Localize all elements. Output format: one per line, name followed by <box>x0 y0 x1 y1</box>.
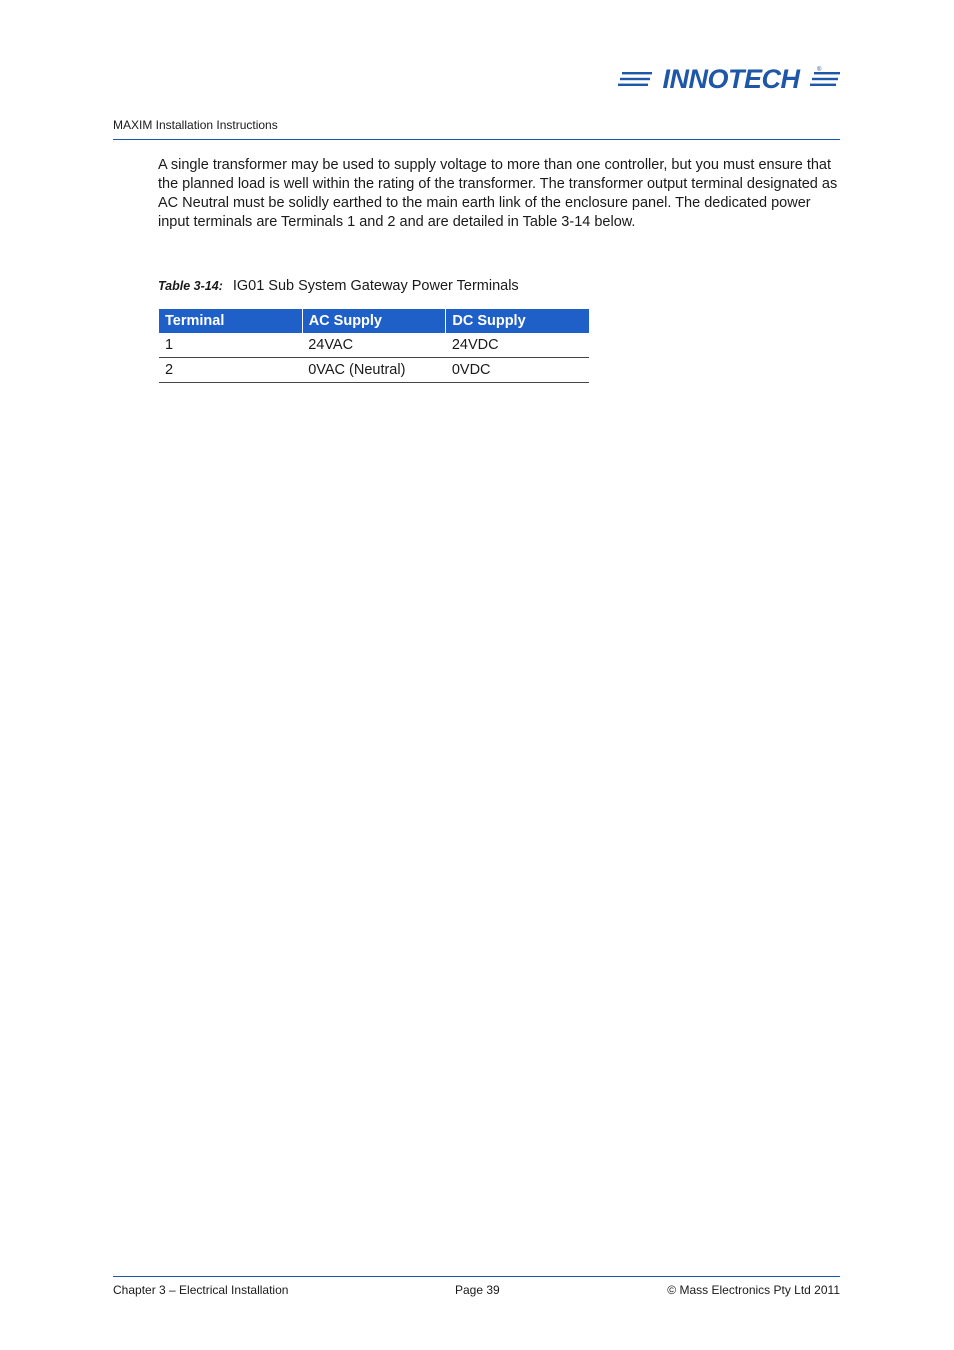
column-header-ac-supply: AC Supply <box>302 309 446 333</box>
power-terminals-table <box>159 309 589 383</box>
table-cell: 24VDC <box>446 333 589 358</box>
table-header-row <box>159 309 589 333</box>
table-caption-title: IG01 Sub System Gateway Power Terminals <box>232 278 519 294</box>
footer-copyright: © Mass Electronics Pty Ltd 2011 <box>667 1283 840 1297</box>
table-cell: 0VAC (Neutral) <box>302 358 446 383</box>
footer-rule <box>113 1276 840 1277</box>
document-title: MAXIM Installation Instructions <box>113 118 278 132</box>
footer-page-number: Page 39 <box>455 1283 500 1297</box>
column-header-terminal: Terminal <box>159 309 302 333</box>
svg-text:®: ® <box>817 67 822 73</box>
logo-wordmark: INNOTECH <box>662 64 800 94</box>
table-cell: 24VAC <box>302 333 446 358</box>
column-header-dc-supply: DC Supply <box>446 309 589 333</box>
table-cell: 2 <box>159 358 302 383</box>
table-caption <box>158 277 519 295</box>
body-paragraph: A single transformer may be used to supply voltage to more than one controller, but you must ensure that the planned load is well within the rating of the transformer. The transformer output terminal designated as AC Neutral must be solidly earthed to the main earth link of the enclosure panel. The dedicated power input terminals are Terminals 1 and 2 and are detailed in Table 3-14 below. <box>158 157 838 230</box>
table-row <box>159 358 589 383</box>
table-caption-number: Table 3-14: <box>158 279 223 293</box>
footer-chapter: Chapter 3 – Electrical Installation <box>113 1283 289 1297</box>
table-row <box>159 333 589 358</box>
header-rule <box>113 139 840 140</box>
innotech-logo-graphic <box>618 62 842 96</box>
table-cell: 1 <box>159 333 302 358</box>
innotech-logo <box>618 62 842 96</box>
table-cell: 0VDC <box>446 358 589 383</box>
